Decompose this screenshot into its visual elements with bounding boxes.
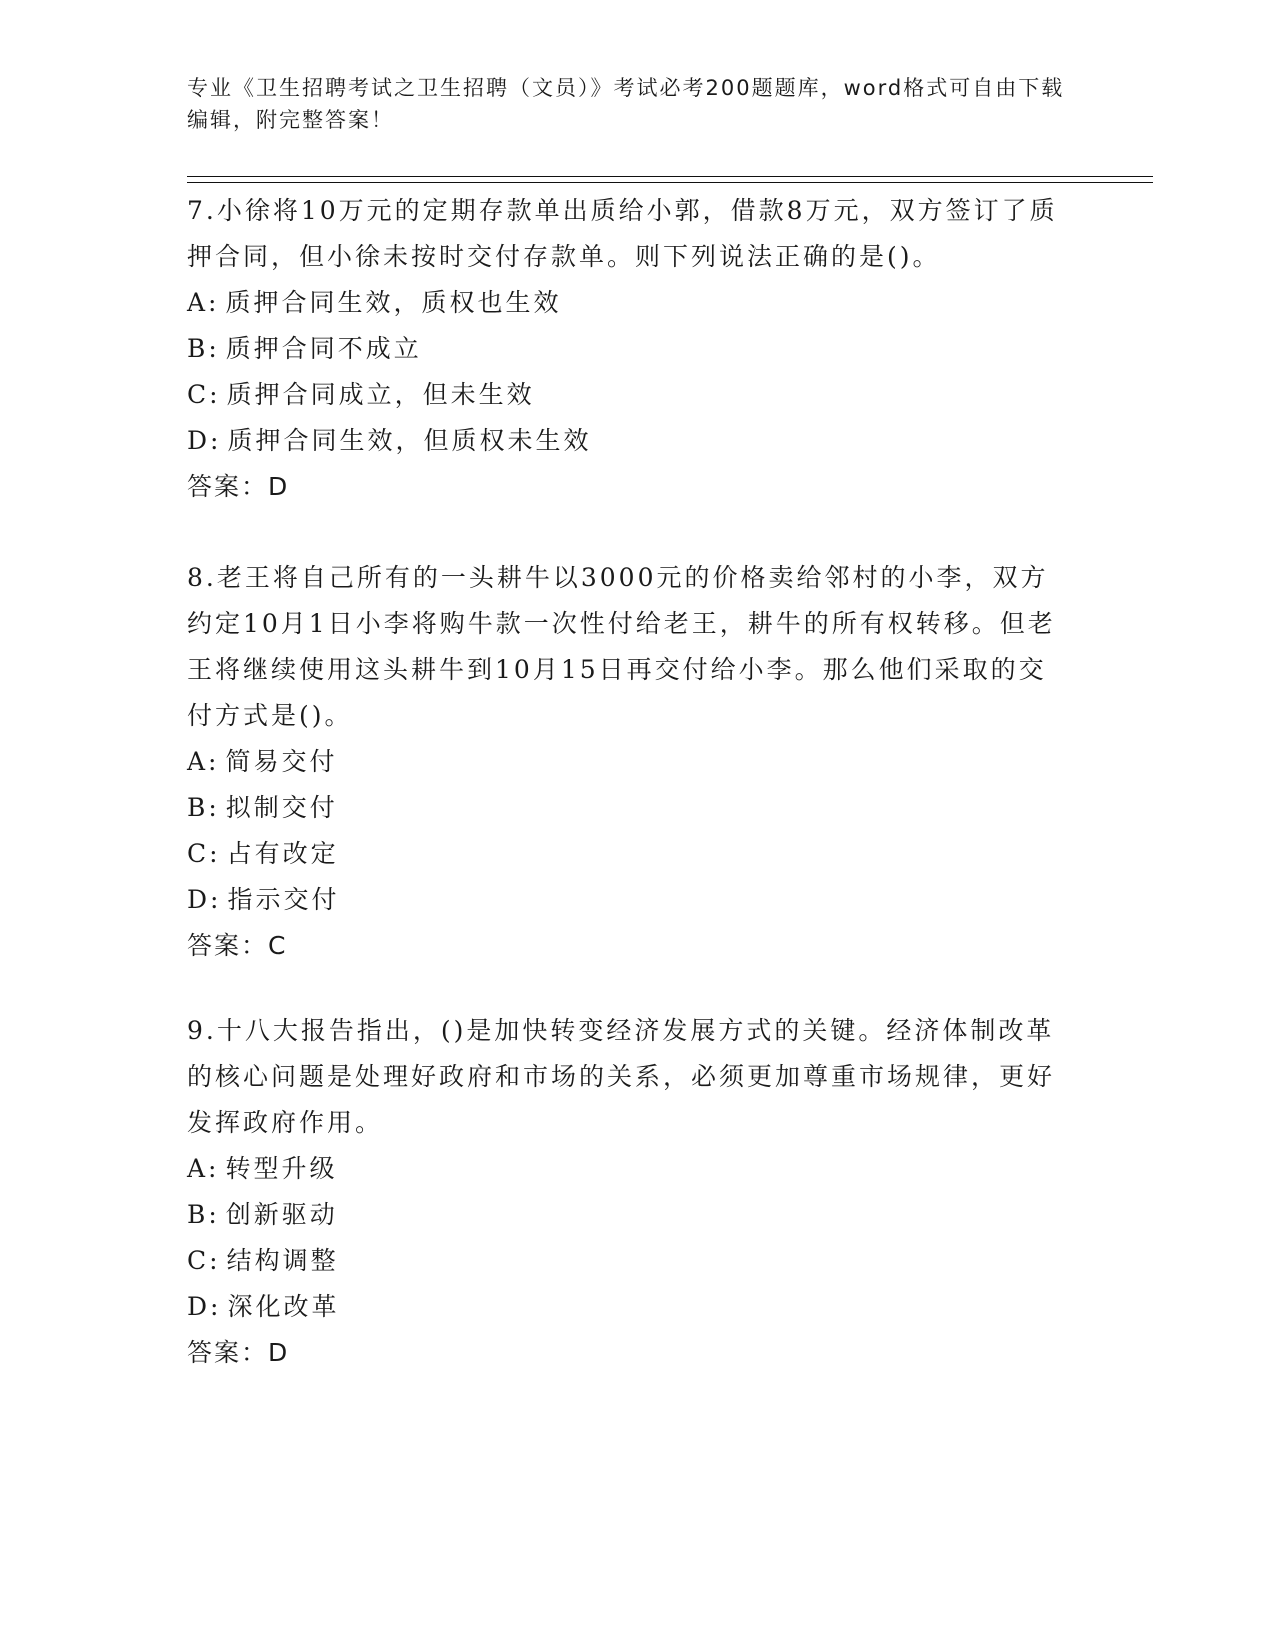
header-divider-bottom xyxy=(187,182,1153,183)
option-a xyxy=(187,1146,1067,1192)
option-d xyxy=(187,418,1067,464)
option-text: 占有改定 xyxy=(226,839,339,868)
option-key: D: xyxy=(187,426,222,455)
question-stem: 9.十八大报告指出，()是加快转变经济发展方式的关键。经济体制改革的核心问题是处理好政府和市场的关系，必须更加尊重市场规律，更好发挥政府作用。 xyxy=(187,1016,1056,1137)
option-c xyxy=(187,372,1067,418)
document-header: 专业《卫生招聘考试之卫生招聘（文员）》考试必考200题题库，word格式可自由下载编辑，附完整答案！ xyxy=(187,76,1065,132)
option-text: 深化改革 xyxy=(227,1292,340,1321)
question-9 xyxy=(187,1008,1067,1376)
answer-line: 答案：D xyxy=(187,472,290,501)
question-stem: 7.小徐将10万元的定期存款单出质给小郭，借款8万元，双方签订了质押合同，但小徐未按时交付存款单。则下列说法正确的是()。 xyxy=(187,196,1058,271)
option-c xyxy=(187,831,1067,877)
option-c xyxy=(187,1238,1067,1284)
option-key: B: xyxy=(187,1200,220,1229)
option-key: A: xyxy=(187,747,220,776)
option-key: C: xyxy=(187,1246,221,1275)
option-d xyxy=(187,877,1067,923)
option-a xyxy=(187,280,1067,326)
option-key: D: xyxy=(187,885,222,914)
option-key: C: xyxy=(187,839,221,868)
question-7 xyxy=(187,188,1067,510)
option-text: 指示交付 xyxy=(227,885,340,914)
option-key: B: xyxy=(187,793,220,822)
answer-line: 答案：C xyxy=(187,931,288,960)
question-8 xyxy=(187,555,1067,969)
option-text: 质押合同生效，但质权未生效 xyxy=(227,426,592,455)
option-text: 质押合同不成立 xyxy=(225,334,422,363)
option-b xyxy=(187,785,1067,831)
option-text: 简易交付 xyxy=(225,747,338,776)
option-key: A: xyxy=(187,288,220,317)
option-b xyxy=(187,326,1067,372)
question-stem: 8.老王将自己所有的一头耕牛以3000元的价格卖给邻村的小李，双方约定10月1日小李将购牛款一次性付给老王，耕牛的所有权转移。但老王将继续使用这头耕牛到10月15日再交付给小李。那么他们采取的交付方式是()。 xyxy=(187,563,1056,730)
option-a xyxy=(187,739,1067,785)
option-text: 转型升级 xyxy=(225,1154,338,1183)
option-text: 创新驱动 xyxy=(225,1200,338,1229)
option-key: A: xyxy=(187,1154,220,1183)
option-text: 质押合同成立，但未生效 xyxy=(226,380,535,409)
option-text: 质押合同生效，质权也生效 xyxy=(225,288,562,317)
header-divider-top xyxy=(187,176,1153,177)
option-key: B: xyxy=(187,334,220,363)
answer-line: 答案：D xyxy=(187,1338,290,1367)
option-text: 拟制交付 xyxy=(225,793,338,822)
option-key: C: xyxy=(187,380,221,409)
option-b xyxy=(187,1192,1067,1238)
option-text: 结构调整 xyxy=(226,1246,339,1275)
option-key: D: xyxy=(187,1292,222,1321)
option-d xyxy=(187,1284,1067,1330)
